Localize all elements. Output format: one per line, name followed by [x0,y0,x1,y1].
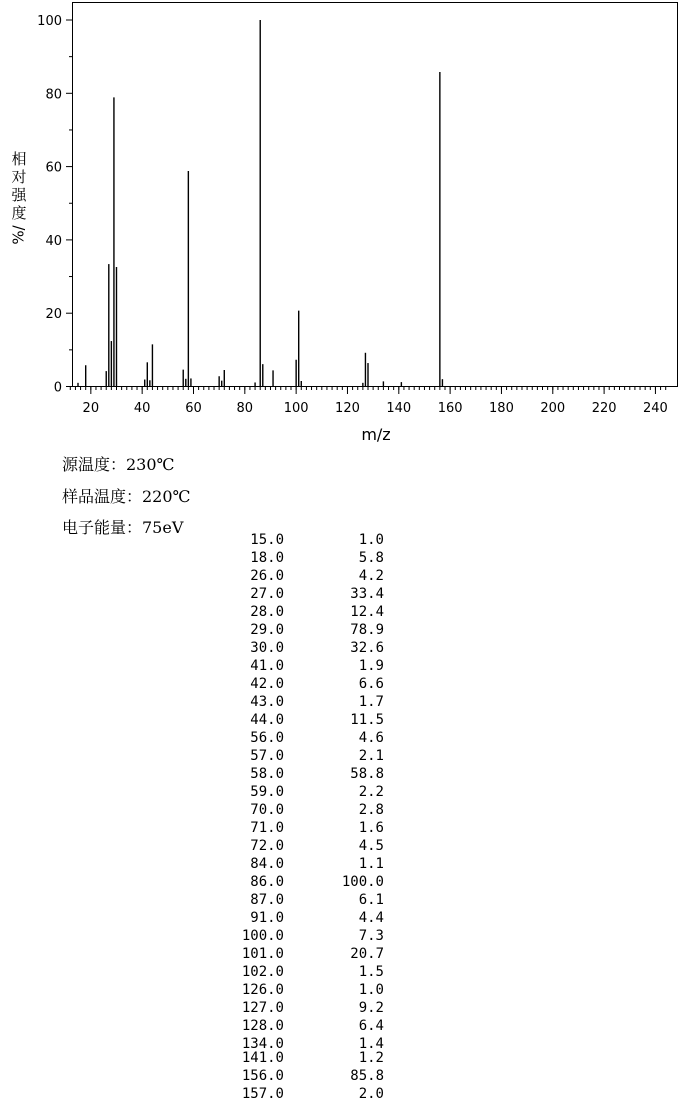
mz-value: 56.0 [250,730,284,746]
abundance-value: 4.5 [358,838,384,854]
electron-energy: 电子能量：75eV [62,518,184,537]
abundance-value: 6.1 [358,892,384,908]
mz-value: 134.0 [241,1036,284,1052]
mz-value: 42.0 [250,676,284,692]
table-row [225,964,390,980]
mz-value: 44.0 [250,712,284,728]
mz-value: 102.0 [241,964,284,980]
abundance-value: 78.9 [350,622,384,638]
table-row [225,532,390,548]
mz-value: 43.0 [250,694,284,710]
mass-spectrum-chart [0,0,680,450]
abundance-value: 58.8 [350,766,384,782]
table-row [225,712,390,728]
x-tick-label: 120 [335,401,360,416]
x-tick-label: 80 [236,401,254,416]
x-tick-label: 220 [591,401,617,416]
table-row [225,928,390,944]
table-row [225,730,390,746]
table-row [225,766,390,782]
table-row [225,1068,390,1084]
mz-value: 141.0 [241,1050,284,1066]
mz-value: 87.0 [250,892,284,908]
table-row [225,1050,390,1066]
abundance-value: 33.4 [350,586,384,602]
table-row [225,838,390,854]
peak-bars [78,20,442,387]
abundance-value: 4.4 [358,910,384,926]
abundance-value: 32.6 [350,640,384,656]
table-row [225,784,390,800]
table-row [225,622,390,638]
abundance-value: 2.8 [358,802,384,818]
abundance-value: 1.9 [358,658,384,674]
y-tick-label: 0 [53,380,62,396]
table-row [225,640,390,656]
mz-value: 26.0 [250,568,284,584]
y-tick-label: 100 [37,14,62,29]
mz-value: 127.0 [241,1000,284,1016]
y-axis-title-char: 对 [11,168,27,186]
table-row [225,748,390,764]
abundance-value: 1.2 [358,1050,384,1066]
mz-value: 100.0 [241,928,284,944]
mz-value: 72.0 [250,838,284,854]
abundance-value: 6.4 [358,1018,384,1034]
mz-value: 57.0 [250,748,284,764]
y-axis-title-char: 度 [11,204,27,222]
mz-value: 157.0 [241,1086,284,1102]
abundance-value: 1.0 [358,982,384,998]
x-tick-label: 180 [489,401,514,416]
mz-value: 70.0 [250,802,284,818]
abundance-value: 1.6 [358,820,384,836]
x-axis [83,387,668,417]
table-row [225,982,390,998]
abundance-value: 85.8 [350,1068,384,1084]
abundance-value: 100.0 [341,874,384,890]
y-axis-title-char: 强 [11,186,27,204]
table-row [225,586,390,602]
mz-value: 29.0 [250,622,284,638]
table-row [225,874,390,890]
table-row [225,550,390,566]
abundance-value: 5.8 [358,550,384,566]
table-row [225,820,390,836]
mz-value: 91.0 [250,910,284,926]
abundance-value: 6.6 [358,676,384,692]
mz-value: 41.0 [250,658,284,674]
sample-temperature: 样品温度：220℃ [62,487,191,506]
abundance-value: 4.2 [358,568,384,584]
y-tick-label: 80 [45,87,62,103]
abundance-value: 2.1 [358,748,384,764]
mz-value: 15.0 [250,532,284,548]
y-tick-label: 60 [45,160,62,176]
x-tick-label: 100 [283,401,309,416]
table-row [225,946,390,962]
table-row [225,676,390,692]
table-row [225,856,390,872]
abundance-value: 20.7 [350,946,384,962]
y-axis [37,14,72,396]
y-tick-label: 40 [45,233,62,249]
x-tick-label: 20 [82,401,100,416]
plot-frame [73,3,678,387]
table-row [225,1018,390,1034]
abundance-value: 2.2 [358,784,384,800]
source-temperature: 源温度：230℃ [62,455,175,474]
mz-value: 86.0 [250,874,284,890]
y-axis-title-unit: %/ [10,225,28,245]
mz-value: 28.0 [250,604,284,620]
table-row [225,568,390,584]
table-row [225,604,390,620]
table-row [225,910,390,926]
table-row [225,658,390,674]
x-tick-label: 140 [386,401,412,416]
mz-value: 84.0 [250,856,284,872]
mz-value: 59.0 [250,784,284,800]
x-axis-title: m/z [361,425,391,444]
x-tick-label: 160 [437,401,463,416]
abundance-value: 7.3 [358,928,384,944]
mz-value: 27.0 [250,586,284,602]
mz-value: 126.0 [241,982,284,998]
table-row [225,1000,390,1016]
y-axis-title-char: 相 [11,150,27,168]
x-tick-label: 60 [185,401,202,416]
table-row [225,694,390,710]
abundance-value: 1.5 [358,964,384,980]
abundance-value: 4.6 [358,730,384,746]
y-axis-title [8,150,30,244]
mz-value: 156.0 [241,1068,284,1084]
x-tick-label: 40 [133,401,151,416]
mz-value: 30.0 [250,640,284,656]
abundance-value: 9.2 [358,1000,384,1016]
table-row [225,892,390,908]
abundance-value: 1.7 [358,694,384,710]
abundance-value: 1.4 [358,1036,384,1052]
mz-value: 71.0 [250,820,284,836]
x-tick-label: 200 [540,401,566,416]
mz-value: 128.0 [241,1018,284,1034]
abundance-value: 12.4 [350,604,384,620]
table-row [225,802,390,818]
abundance-value: 1.0 [358,532,384,548]
mz-value: 58.0 [250,766,284,782]
abundance-value: 1.1 [358,856,384,872]
x-tick-label: 240 [643,401,668,416]
abundance-value: 2.0 [358,1086,384,1102]
abundance-value: 11.5 [350,712,384,728]
mz-value: 18.0 [250,550,284,566]
table-row [225,1086,390,1102]
y-tick-label: 20 [45,307,62,323]
minor-ticks [70,387,665,391]
mz-value: 101.0 [241,946,284,962]
